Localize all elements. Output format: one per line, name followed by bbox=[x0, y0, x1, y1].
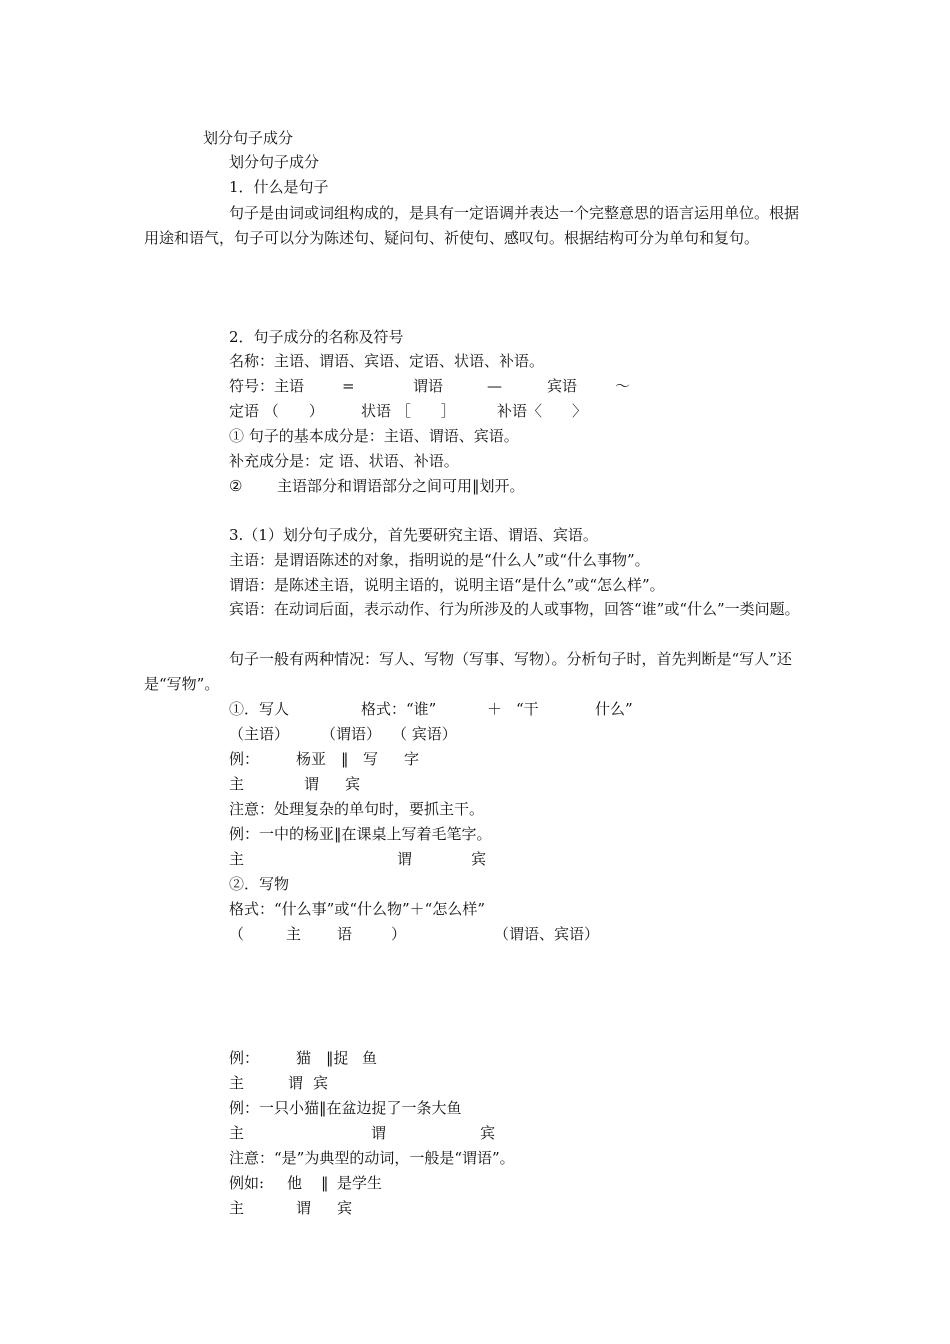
section-1-paragraph: 句子是由词或词组构成的，是具有一定语调并表达一个完整意思的语言运用单位。根据用途和语气，句子可以分为陈述句、疑问句、祈使句、感叹句。根据结构可分为单句和复句。 bbox=[144, 204, 800, 247]
role-subject: （主语） bbox=[229, 725, 290, 743]
write-thing-example-roles bbox=[229, 1071, 369, 1095]
subject-definition: 主语：是谓语陈述的对象，指明说的是“什么人”或“什么事物”。 bbox=[229, 551, 650, 569]
section-3-heading: 3.（1）划分句子成分，首先要研究主语、谓语、宾语。 bbox=[229, 526, 598, 544]
divider-note bbox=[229, 474, 609, 498]
complex-example: 例：一中的杨亚‖在课桌上写着毛笔字。 bbox=[229, 825, 492, 843]
trunk-note: 注意：处理复杂的单句时，要抓主干。 bbox=[229, 800, 485, 818]
shi-example-predicate-object: 是学生 bbox=[337, 1174, 383, 1192]
shi-verb-note: 注意：“是”为典型的动词，一般是“谓语”。 bbox=[229, 1149, 515, 1167]
write-person-plus: ＋ bbox=[487, 700, 503, 718]
thing-example-subject: 猫 bbox=[296, 1049, 312, 1067]
complex-role-predicate: 谓 bbox=[397, 850, 413, 868]
object-definition: 宾语：在动词后面，表示动作、行为所涉及的人或事物，回答“谁”或“什么”一类问题。 bbox=[229, 600, 800, 618]
example-separator: ‖ bbox=[341, 750, 349, 768]
symbol-adverbial: 状语 ［ ］ bbox=[361, 402, 456, 420]
thing-role-yu: 语 bbox=[337, 925, 353, 943]
basic-components: ① 句子的基本成分是：主语、谓语、宾语。 bbox=[229, 427, 519, 445]
example-word-predicate: 写 bbox=[363, 750, 379, 768]
thing-complex-role-subject: 主 bbox=[229, 1124, 245, 1142]
symbol-tilde: ～ bbox=[615, 377, 631, 395]
complex-example-roles bbox=[229, 847, 509, 871]
symbol-subject: 符号：主语 bbox=[229, 377, 305, 395]
shi-role-predicate: 谓 bbox=[296, 1199, 312, 1217]
thing-complex-role-predicate: 谓 bbox=[371, 1124, 387, 1142]
write-person-example-roles bbox=[229, 772, 389, 796]
divider-note-text: 主语部分和谓语部分之间可用‖划开。 bbox=[277, 477, 525, 495]
write-person-example bbox=[229, 747, 449, 771]
symbol-dash: — bbox=[487, 377, 502, 395]
shi-example bbox=[229, 1171, 429, 1195]
example-role-predicate: 谓 bbox=[304, 775, 320, 793]
write-person-format bbox=[229, 697, 669, 721]
example-word-subject: 杨亚 bbox=[296, 750, 327, 768]
write-person-label: ①．写人 bbox=[229, 700, 290, 718]
role-object: （ 宾语） bbox=[392, 725, 457, 743]
complex-role-subject: 主 bbox=[229, 850, 245, 868]
shi-role-object: 宾 bbox=[337, 1199, 353, 1217]
thing-complex-example: 例：一只小猫‖在盆边捉了一条大鱼 bbox=[229, 1099, 462, 1117]
complex-role-object: 宾 bbox=[471, 850, 487, 868]
example-label: 例： bbox=[229, 750, 260, 768]
thing-example-sep: ‖捉 bbox=[326, 1049, 349, 1067]
divider-note-number: ② bbox=[229, 477, 243, 495]
thing-role-close: ） bbox=[391, 925, 407, 943]
write-thing-format: 格式：“什么事”或“什么物”＋“怎么样” bbox=[229, 900, 486, 918]
symbol-attributive: 定语 （ ） bbox=[229, 402, 324, 420]
thing-role-open: （ bbox=[229, 925, 245, 943]
thing-role-zhu: 主 bbox=[286, 925, 302, 943]
role-predicate: （谓语） bbox=[321, 725, 382, 743]
shi-example-roles bbox=[229, 1196, 369, 1220]
thing-complex-example-roles bbox=[229, 1121, 509, 1145]
component-symbols-line-2 bbox=[229, 399, 609, 423]
thing-complex-role-object: 宾 bbox=[480, 1124, 496, 1142]
example-role-object: 宾 bbox=[345, 775, 361, 793]
component-names: 名称：主语、谓语、宾语、定语、状语、补语。 bbox=[229, 352, 545, 370]
write-thing-label: ②．写物 bbox=[229, 875, 290, 893]
sentence-cases: 句子一般有两种情况：写人、写物（写事、写物）。分析句子时，首先判断是“写人”还是“写物”。 bbox=[144, 650, 792, 693]
thing-role-rest: （谓语、宾语） bbox=[494, 925, 600, 943]
thing-example-object: 鱼 bbox=[362, 1049, 378, 1067]
write-person-gan: “干 bbox=[516, 700, 539, 718]
thing-example-role-subject: 主 bbox=[229, 1074, 245, 1092]
write-person-shenme: 什么” bbox=[595, 700, 633, 718]
thing-example-role-object: 宾 bbox=[313, 1074, 329, 1092]
write-thing-roles bbox=[229, 922, 629, 946]
write-person-roles bbox=[229, 722, 489, 746]
write-person-format-who: 格式：“谁” bbox=[361, 700, 437, 718]
symbol-complement: 补语〈 〉 bbox=[497, 402, 588, 420]
symbol-object: 宾语 bbox=[547, 377, 578, 395]
shi-role-subject: 主 bbox=[229, 1199, 245, 1217]
thing-example-label: 例： bbox=[229, 1049, 260, 1067]
predicate-definition: 谓语：是陈述主语，说明主语的，说明主语“是什么”或“怎么样”。 bbox=[229, 576, 665, 594]
extra-components: 补充成分是：定 语、状语、补语。 bbox=[229, 452, 459, 470]
write-thing-example bbox=[229, 1046, 409, 1070]
example-word-object: 字 bbox=[404, 750, 420, 768]
doc-subtitle: 划分句子成分 bbox=[229, 153, 320, 171]
example-role-subject: 主 bbox=[229, 775, 245, 793]
section-2-heading: 2．句子成分的名称及符号 bbox=[229, 328, 404, 346]
shi-example-sep: ‖ bbox=[321, 1174, 329, 1192]
doc-title: 划分句子成分 bbox=[203, 129, 294, 147]
thing-example-role-predicate: 谓 bbox=[288, 1074, 304, 1092]
symbol-predicate: 谓语 bbox=[413, 377, 444, 395]
symbol-equals: = bbox=[342, 377, 355, 395]
component-symbols-line bbox=[229, 374, 649, 398]
shi-example-label: 例如: bbox=[229, 1174, 265, 1192]
section-1-heading: 1．什么是句子 bbox=[229, 178, 329, 196]
shi-example-subject: 他 bbox=[287, 1174, 303, 1192]
